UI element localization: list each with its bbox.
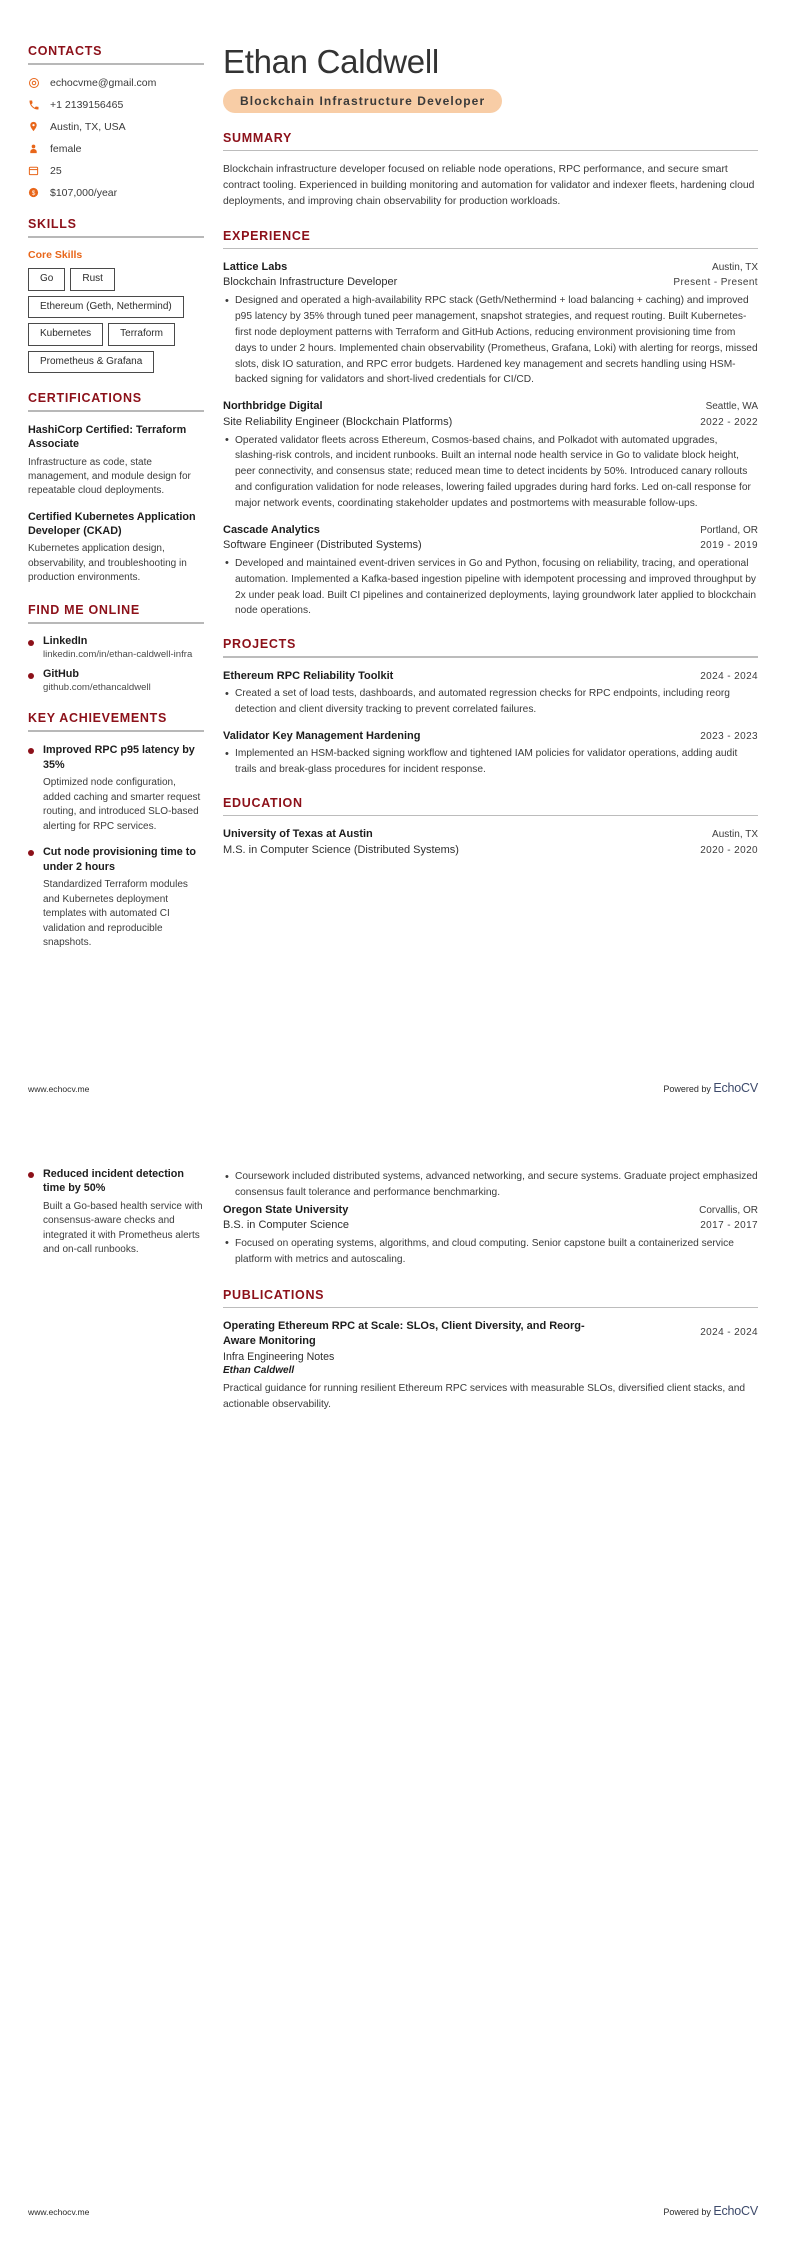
project-bullet: • Implemented an HSM-backed signing workflow and tightened IAM policies for validator operations, adding audit trails and break-glass procedures for incident response.	[223, 746, 758, 778]
page-footer	[0, 2204, 794, 2218]
achievement-description: Optimized node configuration, added caching and smarter request routing, and introduced SLO-based alerting for RPC services.	[43, 777, 201, 832]
contact-salary	[28, 186, 204, 199]
education-degree: B.S. in Computer Science	[223, 1219, 349, 1232]
bullet-dot-icon	[28, 673, 34, 679]
education-bullets	[223, 1236, 758, 1268]
email-icon	[28, 76, 44, 89]
experience-location: Austin, TX	[712, 262, 758, 273]
contact-phone[interactable]	[28, 98, 204, 111]
bullet-dot-icon	[28, 748, 34, 754]
project-bullets	[223, 686, 758, 718]
experience-heading: EXPERIENCE	[223, 228, 311, 243]
certification-name: HashiCorp Certified: Terraform Associate	[28, 424, 187, 451]
certifications-heading: CERTIFICATIONS	[28, 391, 142, 405]
certification-description: Infrastructure as code, state management, and module design for repeatable cloud deployments.	[28, 456, 191, 497]
skills-divider	[28, 236, 204, 238]
online-profile-url[interactable]: github.com/ethancaldwell	[43, 682, 151, 694]
publication-journal: Infra Engineering Notes	[223, 1350, 335, 1363]
contact-age	[28, 164, 204, 177]
contact-location	[28, 120, 204, 133]
education-date: 2017 - 2017	[700, 1220, 758, 1232]
experience-organization: Cascade Analytics	[223, 523, 320, 536]
skills-section	[28, 217, 204, 373]
education-heading: EDUCATION	[223, 795, 303, 810]
contact-gender	[28, 142, 204, 155]
experience-organization: Lattice Labs	[223, 261, 288, 273]
footer-powered-by	[663, 1081, 758, 1095]
footer-brand: EchoCV	[713, 1081, 758, 1095]
certification-name: Certified Kubernetes Application Developer (CKAD)	[28, 510, 196, 537]
publication-author: Ethan Caldwell	[223, 1365, 295, 1377]
certifications-divider	[28, 410, 204, 412]
experience-role: Site Reliability Engineer (Blockchain Platforms)	[223, 415, 453, 428]
achievement-description: Built a Go-based health service with consensus-aware checks and integrated it with Prometheus alerts and on-call runbooks.	[43, 1200, 203, 1256]
experience-date: 2022 - 2022	[700, 416, 758, 428]
key-achievements-heading: KEY ACHIEVEMENTS	[28, 711, 168, 726]
find-me-online-section	[28, 603, 204, 693]
education-school: University of Texas at Austin	[223, 828, 373, 841]
sidebar-continued	[0, 1167, 214, 1276]
footer-website[interactable]: www.echocv.me	[28, 2207, 90, 2217]
contact-email[interactable]	[28, 76, 204, 89]
experience-section	[223, 229, 758, 620]
education-location: Austin, TX	[712, 829, 758, 841]
project-name: Ethereum RPC Reliability Toolkit	[223, 669, 394, 682]
achievement-item	[28, 845, 204, 950]
main-content-continued	[214, 1167, 794, 1430]
footer-website[interactable]: www.echocv.me	[28, 1084, 90, 1094]
achievement-title: Cut node provisioning time to under 2 hours	[43, 846, 196, 873]
achievement-item	[28, 743, 204, 834]
experience-bullet: • Developed and maintained event-driven services in Go and Python, focusing on reliability, tracing, and operational automation. Implemented a Kafka-based ingestion pipeline with idempotent processing and improved throughput by 2x under peak load. Built CI pipelines and containerized deployments, laying groundwork later applied to blockchain node operations.	[223, 556, 758, 619]
project-entry	[223, 669, 758, 718]
footer-brand: EchoCV	[713, 2204, 758, 2218]
education-section-continued	[223, 1169, 758, 1268]
education-degree: M.S. in Computer Science (Distributed Systems)	[223, 843, 459, 856]
education-school: Oregon State University	[223, 1203, 349, 1216]
main-content	[214, 44, 794, 877]
publication-description: Practical guidance for running resilient Ethereum RPC services with measurable SLOs, diversified client stacks, and actionable observability.	[223, 1383, 746, 1410]
experience-entry	[223, 399, 758, 511]
calendar-icon	[28, 164, 44, 177]
online-profile-label: LinkedIn	[43, 635, 88, 648]
project-entry	[223, 729, 758, 778]
project-date: 2023 - 2023	[700, 730, 758, 742]
summary-heading: SUMMARY	[223, 130, 293, 145]
skill-chip[interactable]: Ethereum (Geth, Nethermind)	[28, 296, 184, 319]
svg-text:$: $	[31, 189, 36, 197]
person-icon	[28, 142, 44, 155]
experience-bullets	[223, 556, 758, 619]
experience-divider	[223, 248, 758, 250]
experience-bullets	[223, 293, 758, 388]
contact-salary-value: $107,000/year	[50, 186, 118, 199]
experience-bullet: • Operated validator fleets across Ethereum, Cosmos-based chains, and Polkadot with automated upgrades, slashing-risk controls, and incident runbooks. Built an internal node health service in Go to validate block height, peer connectivity, and consensus state; reduced mean time to detect incidents by 50%. Introduced canary rollouts and configuration validation for node releases, lowering failed upgrades during hard forks. Led on-call response for major network events, coordinating stakeholder updates and postmortems with measurable follow-ups.	[223, 433, 758, 512]
experience-bullet: • Designed and operated a high-availability RPC stack (Geth/Nethermind + load balancing + caching) and improved p95 latency by 35% through tuned peer management, snapshot strategies, and request routing. Built Kubernetes-first node deployment patterns with Terraform and GitHub Actions, reducing environment provisioning time from days to under 2 hours. Implemented chain observability (Prometheus, Grafana, Loki) with alerting for reorgs, missed slots, disk IO saturation, and RPC error budgets. Hardened key management and secrets handling using HSM-backed signing for validators and short-lived credentials for CI/CD.	[223, 293, 758, 388]
publications-divider	[223, 1307, 758, 1309]
job-title-badge: Blockchain Infrastructure Developer	[223, 89, 502, 113]
money-icon	[28, 186, 44, 199]
online-profile-github[interactable]	[28, 668, 204, 693]
summary-text: Blockchain infrastructure developer focused on reliable node operations, RPC performance, and secure smart contract tooling. Experienced in building monitoring and automation for validator and indexer fleets, hardening cloud deployments, and improving chain observability for production workloads.	[223, 164, 755, 208]
education-bullet: • Focused on operating systems, algorithms, and cloud computing. Senior capstone built a containerized service platform with metrics and autoscaling.	[223, 1236, 758, 1268]
education-entry	[223, 1203, 758, 1268]
skill-chip[interactable]: Terraform	[108, 323, 175, 346]
publication-date: 2024 - 2024	[700, 1327, 758, 1339]
page-footer	[0, 1081, 794, 1095]
contact-gender-value: female	[50, 142, 82, 155]
experience-location: Portland, OR	[700, 524, 758, 536]
online-profile-url[interactable]: linkedin.com/in/ethan-caldwell-infra	[43, 649, 193, 661]
skills-heading: SKILLS	[28, 217, 77, 231]
project-bullets	[223, 746, 758, 778]
footer-powered-by	[663, 2204, 758, 2218]
projects-divider	[223, 656, 758, 658]
education-section	[223, 796, 758, 859]
summary-divider	[223, 150, 758, 152]
online-profile-linkedin[interactable]	[28, 635, 204, 660]
experience-role: Software Engineer (Distributed Systems)	[223, 538, 422, 551]
certifications-section	[28, 391, 204, 585]
resume-header	[223, 44, 758, 113]
education-divider	[223, 815, 758, 817]
education-entry	[223, 827, 758, 858]
location-pin-icon	[28, 120, 44, 133]
skill-chip[interactable]: Prometheus & Grafana	[28, 351, 154, 374]
publications-heading: PUBLICATIONS	[223, 1287, 325, 1302]
contact-email-value: echocvme@gmail.com	[50, 76, 157, 89]
publication-title: Operating Ethereum RPC at Scale: SLOs, Client Diversity, and Reorg-Aware Monitoring	[223, 1320, 585, 1348]
experience-date: Present - Present	[673, 277, 758, 289]
key-achievements-section	[28, 711, 204, 950]
projects-heading: PROJECTS	[223, 637, 296, 652]
skill-chip[interactable]: Kubernetes	[28, 323, 103, 346]
experience-location: Seattle, WA	[705, 401, 758, 413]
experience-bullets	[223, 433, 758, 512]
key-achievements-divider	[28, 730, 204, 732]
projects-section	[223, 637, 758, 778]
contact-location-value: Austin, TX, USA	[50, 120, 126, 133]
achievement-description: Standardized Terraform modules and Kubernetes deployment templates with automated CI validation and reproducible snapshots.	[43, 879, 188, 949]
resume-page-2	[0, 1123, 794, 2246]
footer-powered-by-label: Powered by	[663, 2207, 714, 2217]
education-bullet: • Coursework included distributed systems, advanced networking, and secure systems. Graduate project emphasized consensus fault tolerance and performance benchmarking.	[223, 1169, 758, 1201]
achievement-item	[28, 1167, 204, 1258]
education-date: 2020 - 2020	[700, 844, 758, 856]
experience-date: 2019 - 2019	[700, 539, 758, 551]
contacts-section	[28, 44, 204, 199]
skill-chip[interactable]: Rust	[70, 268, 115, 291]
experience-role: Blockchain Infrastructure Developer	[223, 276, 398, 289]
publication-entry	[223, 1319, 758, 1412]
achievement-title: Reduced incident detection time by 50%	[43, 1168, 184, 1195]
skill-chip-list	[28, 268, 204, 373]
experience-entry	[223, 260, 758, 388]
key-achievements-section-continued	[28, 1167, 204, 1258]
find-me-online-heading: FIND ME ONLINE	[28, 603, 140, 618]
summary-section	[223, 131, 758, 211]
phone-icon	[28, 98, 44, 111]
publications-section	[223, 1288, 758, 1412]
education-location: Corvallis, OR	[699, 1204, 758, 1216]
project-date: 2024 - 2024	[700, 670, 758, 682]
experience-organization: Northbridge Digital	[223, 400, 323, 413]
project-bullet: • Created a set of load tests, dashboards, and automated regression checks for RPC endpoints, including reorg detection and client diversity tracking to prevent correlated failures.	[223, 686, 758, 718]
contact-age-value: 25	[50, 164, 62, 177]
core-skills-label: Core Skills	[28, 249, 83, 261]
achievement-title: Improved RPC p95 latency by 35%	[43, 744, 195, 771]
bullet-dot-icon	[28, 640, 34, 646]
certification-description: Kubernetes application design, observability, and troubleshooting in production environments.	[28, 543, 187, 583]
skill-chip[interactable]: Go	[28, 268, 65, 291]
project-name: Validator Key Management Hardening	[223, 729, 421, 742]
bullet-dot-icon	[28, 1172, 34, 1178]
education-bullets	[223, 1169, 758, 1201]
online-profile-label: GitHub	[43, 668, 79, 681]
certification-item	[28, 510, 204, 586]
bullet-dot-icon	[28, 850, 34, 856]
contacts-divider	[28, 63, 204, 65]
page-title: Ethan Caldwell	[223, 43, 439, 80]
contacts-heading: CONTACTS	[28, 44, 103, 58]
find-me-online-divider	[28, 622, 204, 624]
experience-entry	[223, 523, 758, 620]
certification-item	[28, 423, 204, 499]
sidebar	[0, 44, 214, 969]
footer-powered-by-label: Powered by	[663, 1084, 714, 1094]
contact-phone-value: +1 2139156465	[50, 98, 124, 111]
